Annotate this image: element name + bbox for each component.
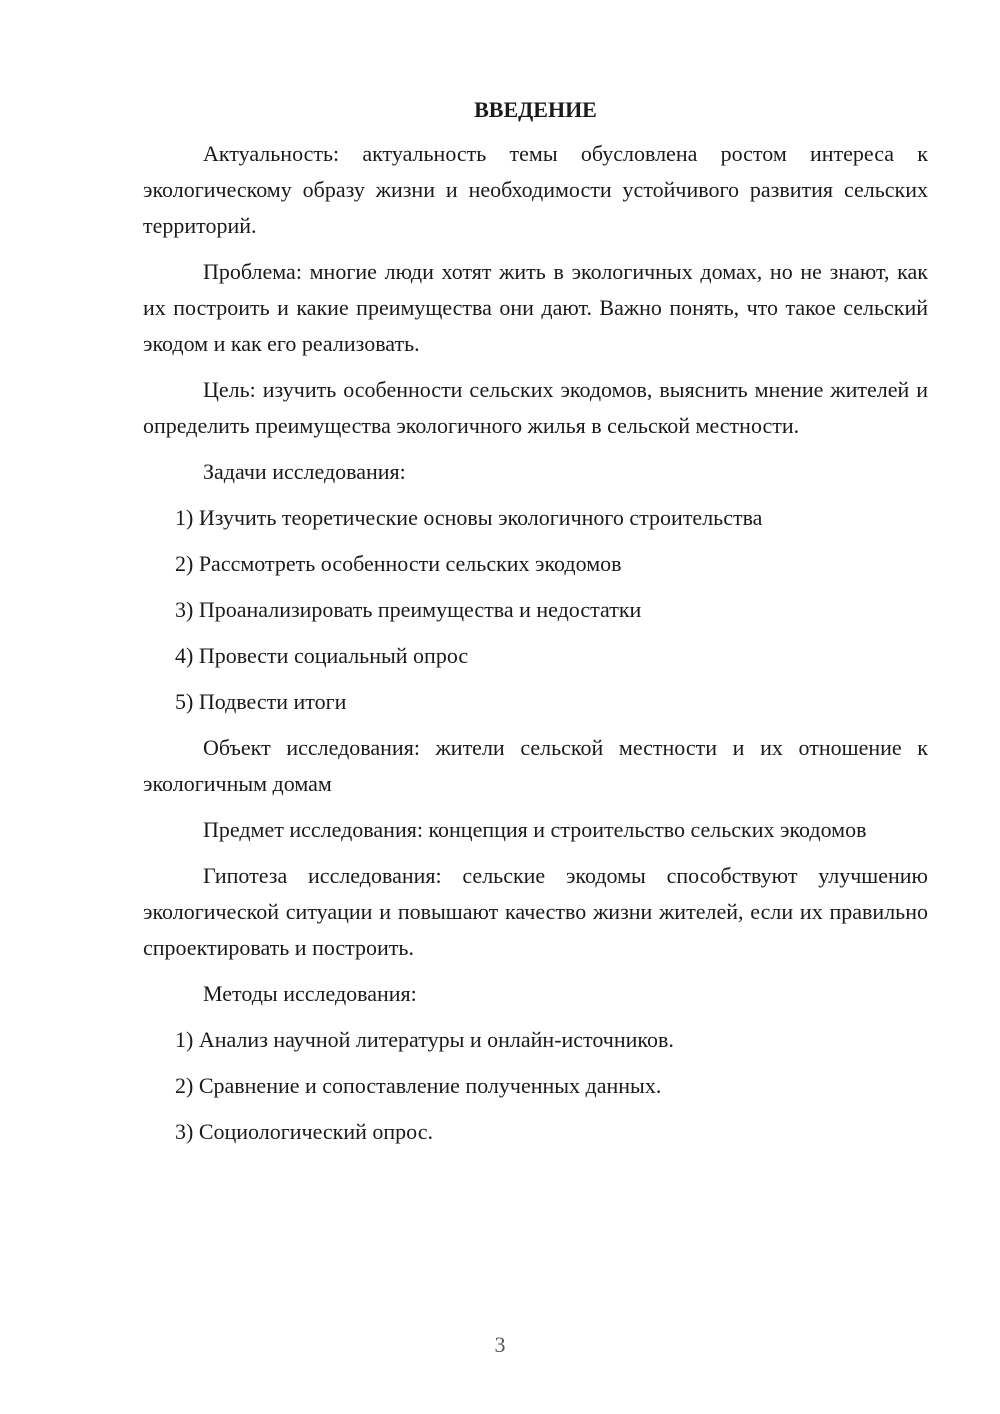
problem-paragraph: Проблема: многие люди хотят жить в экологичных домах, но не знают, как их построить и какие преимущества они дают. Важно понять, что такое сельский экодом и как его реализовать. <box>143 259 928 356</box>
relevance-paragraph: Актуальность: актуальность темы обусловлена ростом интереса к экологическому образу жизни и необходимости устойчивого развития сельских территорий. <box>143 141 928 238</box>
methods-heading: Методы исследования: <box>203 981 417 1006</box>
task-item: 2) Рассмотреть особенности сельских экодомов <box>175 551 622 576</box>
method-item: 1) Анализ научной литературы и онлайн-источников. <box>175 1027 674 1052</box>
task-item: 5) Подвести итоги <box>175 689 347 714</box>
task-item: 4) Провести социальный опрос <box>175 643 469 668</box>
task-item: 3) Проанализировать преимущества и недостатки <box>175 597 642 622</box>
method-item: 3) Социологический опрос. <box>175 1119 433 1144</box>
goal-paragraph: Цель: изучить особенности сельских экодомов, выяснить мнение жителей и определить преимущества экологичного жилья в сельской местности. <box>143 377 928 438</box>
page-number: 3 <box>494 1332 506 1357</box>
tasks-heading: Задачи исследования: <box>203 459 406 484</box>
methods-list <box>143 1022 928 1150</box>
method-item: 2) Сравнение и сопоставление полученных данных. <box>175 1073 662 1098</box>
task-item: 1) Изучить теоретические основы экологичного строительства <box>175 505 763 530</box>
subject-paragraph: Предмет исследования: концепция и строительство сельских экодомов <box>203 817 867 842</box>
object-paragraph: Объект исследования: жители сельской местности и их отношение к экологичным домам <box>143 735 928 796</box>
tasks-list <box>143 500 928 720</box>
section-title: ВВЕДЕНИЕ <box>474 97 597 122</box>
hypothesis-paragraph: Гипотеза исследования: сельские экодомы способствуют улучшению экологической ситуации и повышают качество жизни жителей, если их правильно спроектировать и построить. <box>143 863 928 960</box>
document-page <box>143 92 928 1160</box>
